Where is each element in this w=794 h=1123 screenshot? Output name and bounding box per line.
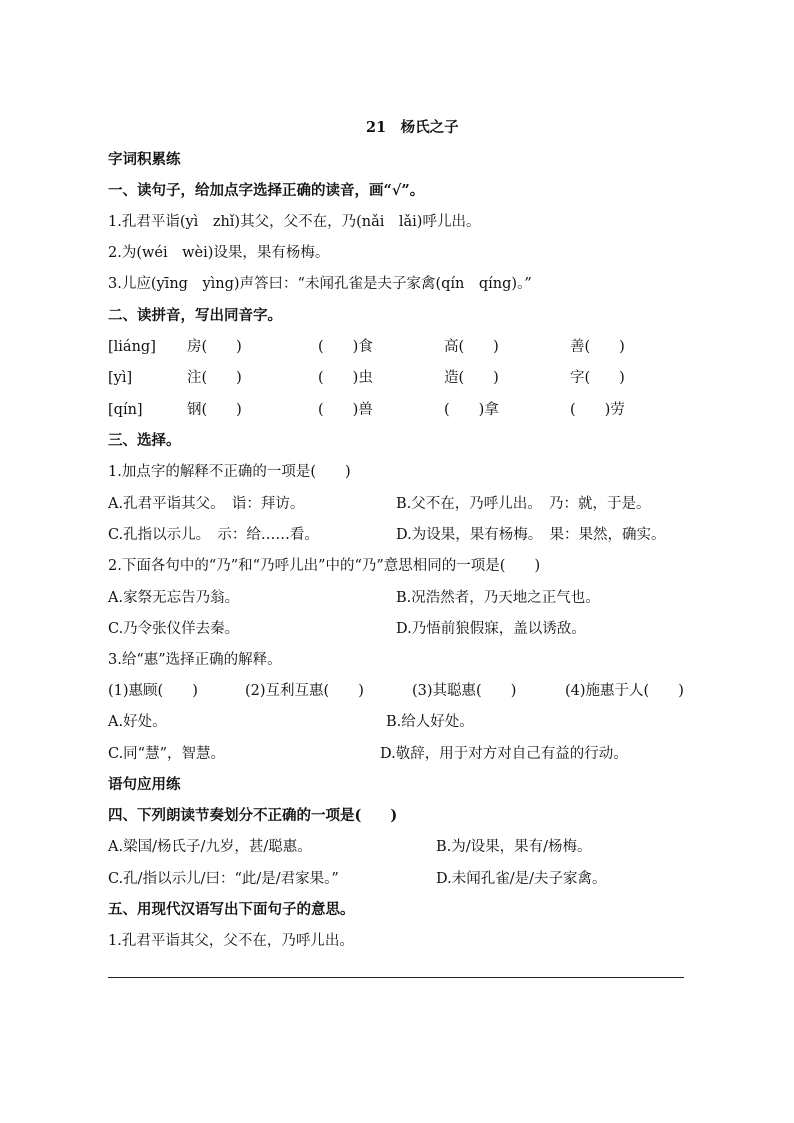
sub-question-4: (4)施惠于人( ) [565,683,684,699]
pinyin-label: [qín] [108,402,143,418]
question-3-heading: 三、选择。 [108,432,181,449]
homophone-blank: ( )兽 [318,402,373,418]
option-a: A.家祭无忘告乃翁。 [108,590,240,606]
option-a: A.孔君平诣其父。 诣：拜访。 [108,496,305,512]
homophone-blank: 注( ) [187,370,242,386]
section-vocabulary-heading: 字词积累练 [108,151,181,168]
question-4-heading: 四、下列朗读节奏划分不正确的一项是( ) [108,807,398,824]
sub-question-1: (1)惠顾( ) [108,683,198,699]
homophone-blank: 字( ) [570,370,625,386]
option-b: B.为/设果，果有/杨梅。 [436,839,592,855]
option-c: C.乃令张仪佯去秦。 [108,621,240,637]
option-b: B.况浩然者，乃天地之正气也。 [396,590,600,606]
pinyin-label: [liáng] [108,339,156,355]
homophone-blank: 高( ) [444,339,499,355]
question-2-heading: 二、读拼音，写出同音字。 [108,307,282,324]
homophone-blank: 钢( ) [187,402,242,418]
option-c: C.同“慧”，智慧。 [108,746,226,762]
question-1-item-1: 1.孔君平诣(yì zhǐ)其父，父不在，乃(nǎi lǎi)呼儿出。 [108,214,481,230]
option-a: A.好处。 [108,714,167,730]
option-d: D.敬辞，用于对方对自己有益的行动。 [380,746,628,762]
question-3-3-stem: 3.给“惠”选择正确的解释。 [108,652,282,668]
sub-question-3: (3)其聪惠( ) [412,683,517,699]
option-d: D.为设果，果有杨梅。 果：果然，确实。 [396,527,666,543]
question-5-heading: 五、用现代汉语写出下面句子的意思。 [108,901,355,918]
homophone-blank: ( )劳 [570,402,625,418]
option-b: B.父不在，乃呼儿出。 乃：就，于是。 [396,496,651,512]
sub-question-2: (2)互利互惠( ) [245,683,364,699]
question-1-heading: 一、读句子，给加点字选择正确的读音，画“√”。 [108,182,425,199]
question-3-1-stem: 1.加点字的解释不正确的一项是( ) [108,464,351,480]
homophone-blank: ( )食 [318,339,373,355]
option-a: A.梁国/杨氏子/九岁，甚/聪惠。 [108,839,312,855]
homophone-blank: 善( ) [570,339,625,355]
question-1-item-2: 2.为(wéi wèi)设果，果有杨梅。 [108,245,330,261]
pinyin-label: [yì] [108,370,133,386]
section-sentence-heading: 语句应用练 [108,776,181,793]
homophone-blank: ( )虫 [318,370,373,386]
homophone-blank: ( )拿 [444,402,499,418]
homophone-blank: 造( ) [444,370,499,386]
option-c: C.孔/指以示儿/曰：“此/是/君家果。” [108,871,339,887]
question-5-item-1: 1.孔君平诣其父，父不在，乃呼儿出。 [108,933,354,949]
question-3-2-stem: 2.下面各句中的“乃”和“乃呼儿出”中的“乃”意思相同的一项是( ) [108,558,541,574]
option-c: C.孔指以示儿。 示：给……看。 [108,527,319,543]
question-1-item-3: 3.儿应(yīng yìng)声答曰：“未闻孔雀是夫子家禽(qín qíng)。” [108,276,532,292]
option-d: D.乃悟前狼假寐，盖以诱敌。 [396,621,586,637]
page-title: 21 杨氏之子 [366,119,459,136]
option-d: D.未闻孔雀/是/夫子家禽。 [436,871,607,887]
homophone-blank: 房( ) [187,339,242,355]
answer-line[interactable] [108,977,684,978]
option-b: B.给人好处。 [386,714,474,730]
